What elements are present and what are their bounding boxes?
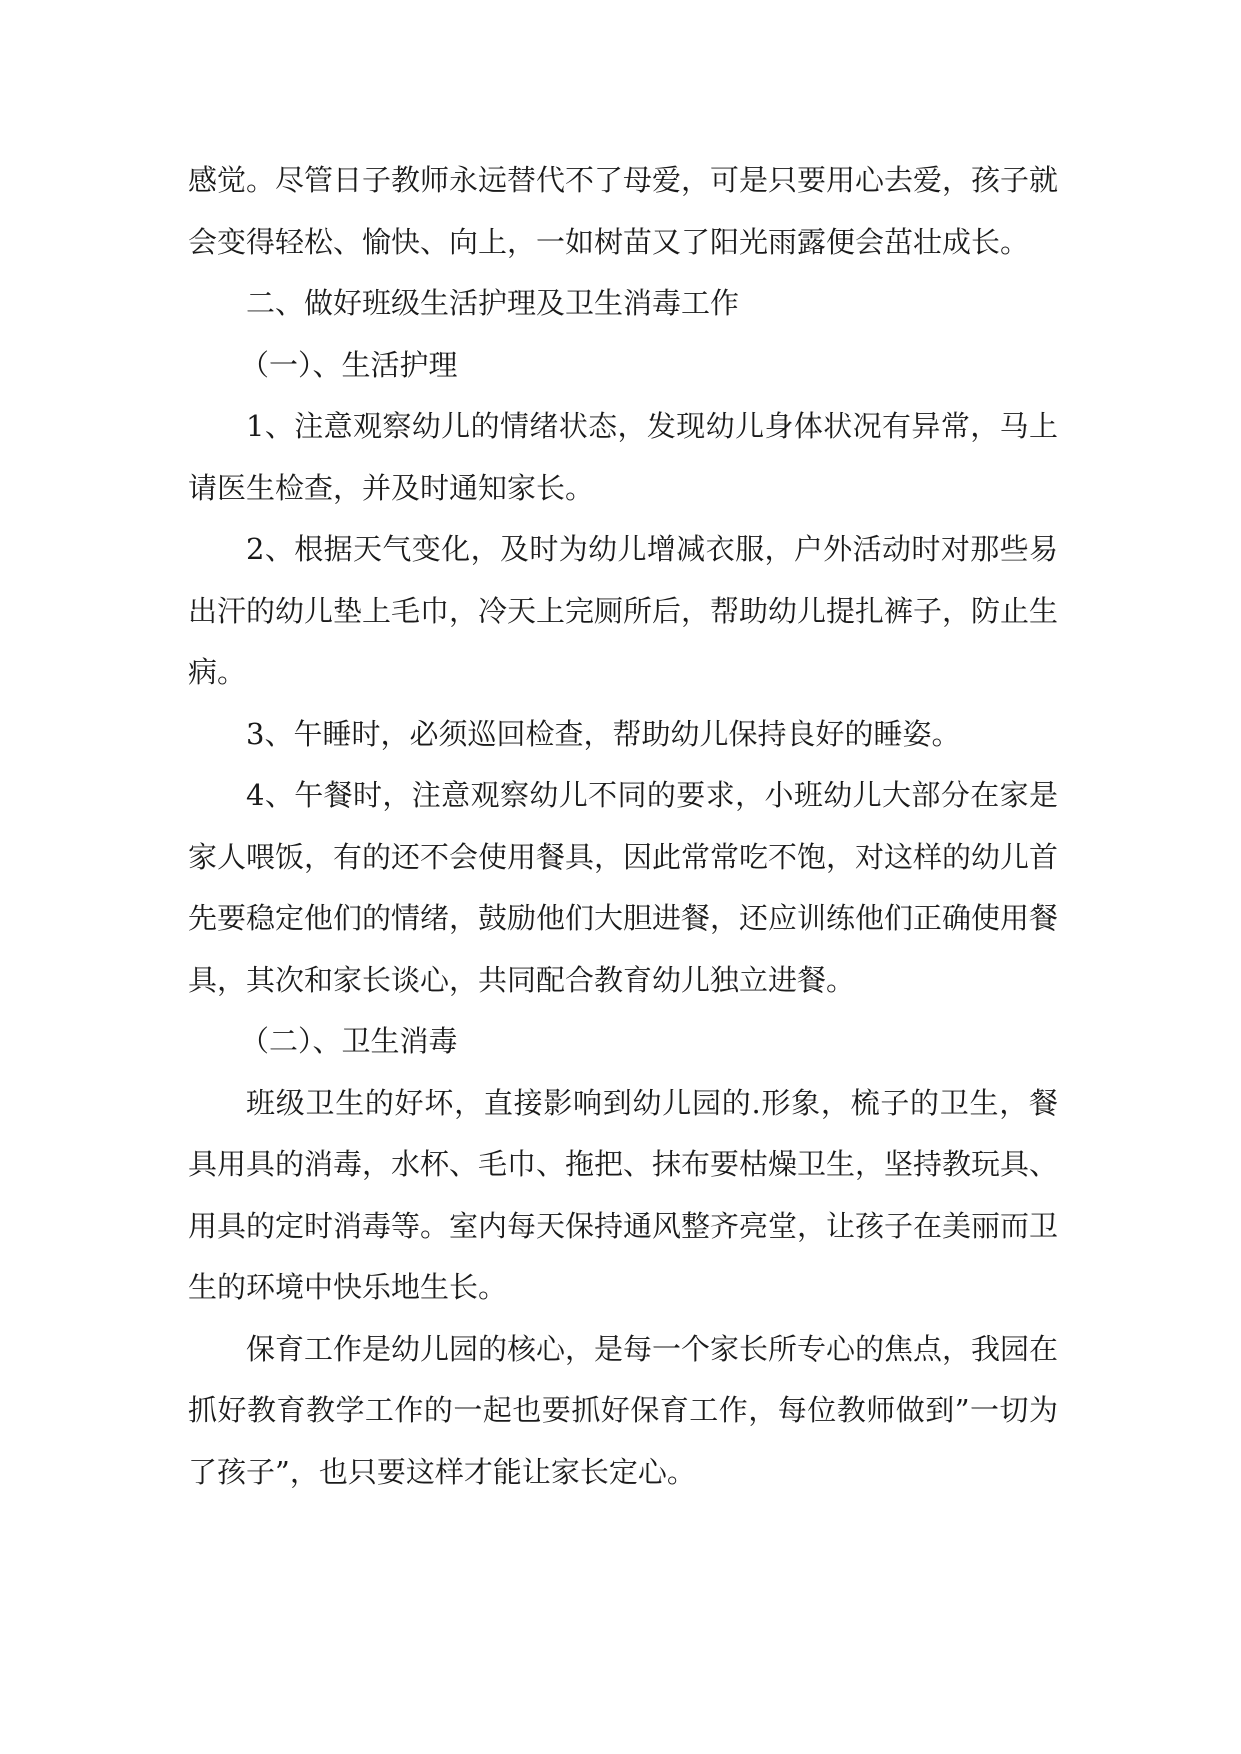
paragraph-item-3: 3、午睡时，必须巡回检查，帮助幼儿保持良好的睡姿。 bbox=[246, 716, 961, 751]
paragraph-item-2: 2、根据天气变化，及时为幼儿增减衣服，户外活动时对那些易出汗的幼儿垫上毛巾，冷天上完厕所后，帮助幼儿提扎裤子，防止生病。 bbox=[188, 532, 1059, 689]
subsection-heading-life-care: （一）、生活护理 bbox=[240, 347, 458, 382]
section-heading-2: 二、做好班级生活护理及卫生消毒工作 bbox=[246, 286, 740, 320]
paragraph-continuation: 感觉。尽管日子教师永远替代不了母爱，可是只要用心去爱，孩子就会变得轻松、愉快、向上，一如树苗又了阳光雨露便会茁壮成长。 bbox=[188, 163, 1059, 259]
paragraph-item-1: 1、注意观察幼儿的情绪状态，发现幼儿身体状况有异常，马上请医生检查，并及时通知家长。 bbox=[188, 409, 1058, 505]
paragraph-conclusion: 保育工作是幼儿园的核心，是每一个家长所专心的焦点，我园在抓好教育教学工作的一起也要抓好保育工作，每位教师做到”一切为了孩子”，也只要这样才能让家长定心。 bbox=[188, 1331, 1059, 1489]
document-body bbox=[188, 150, 1058, 1503]
paragraph-hygiene: 班级卫生的好坏，直接影响到幼儿园的.形象，梳子的卫生，餐具用具的消毒，水杯、毛巾、拖把、抹布要枯燥卫生，坚持教玩具、用具的定时消毒等。室内每天保持通风整齐亮堂，让孩子在美丽而卫生的环境中快乐地生长。 bbox=[188, 1085, 1059, 1304]
paragraph-item-4: 4、午餐时，注意观察幼儿不同的要求，小班幼儿大部分在家是家人喂饭，有的还不会使用餐具，因此常常吃不饱，对这样的幼儿首先要稳定他们的情绪，鼓励他们大胆进餐，还应训练他们正确使用餐具，其次和家长谈心，共同配合教育幼儿独立进餐。 bbox=[188, 778, 1059, 997]
subsection-heading-hygiene: （二）、卫生消毒 bbox=[240, 1024, 458, 1058]
